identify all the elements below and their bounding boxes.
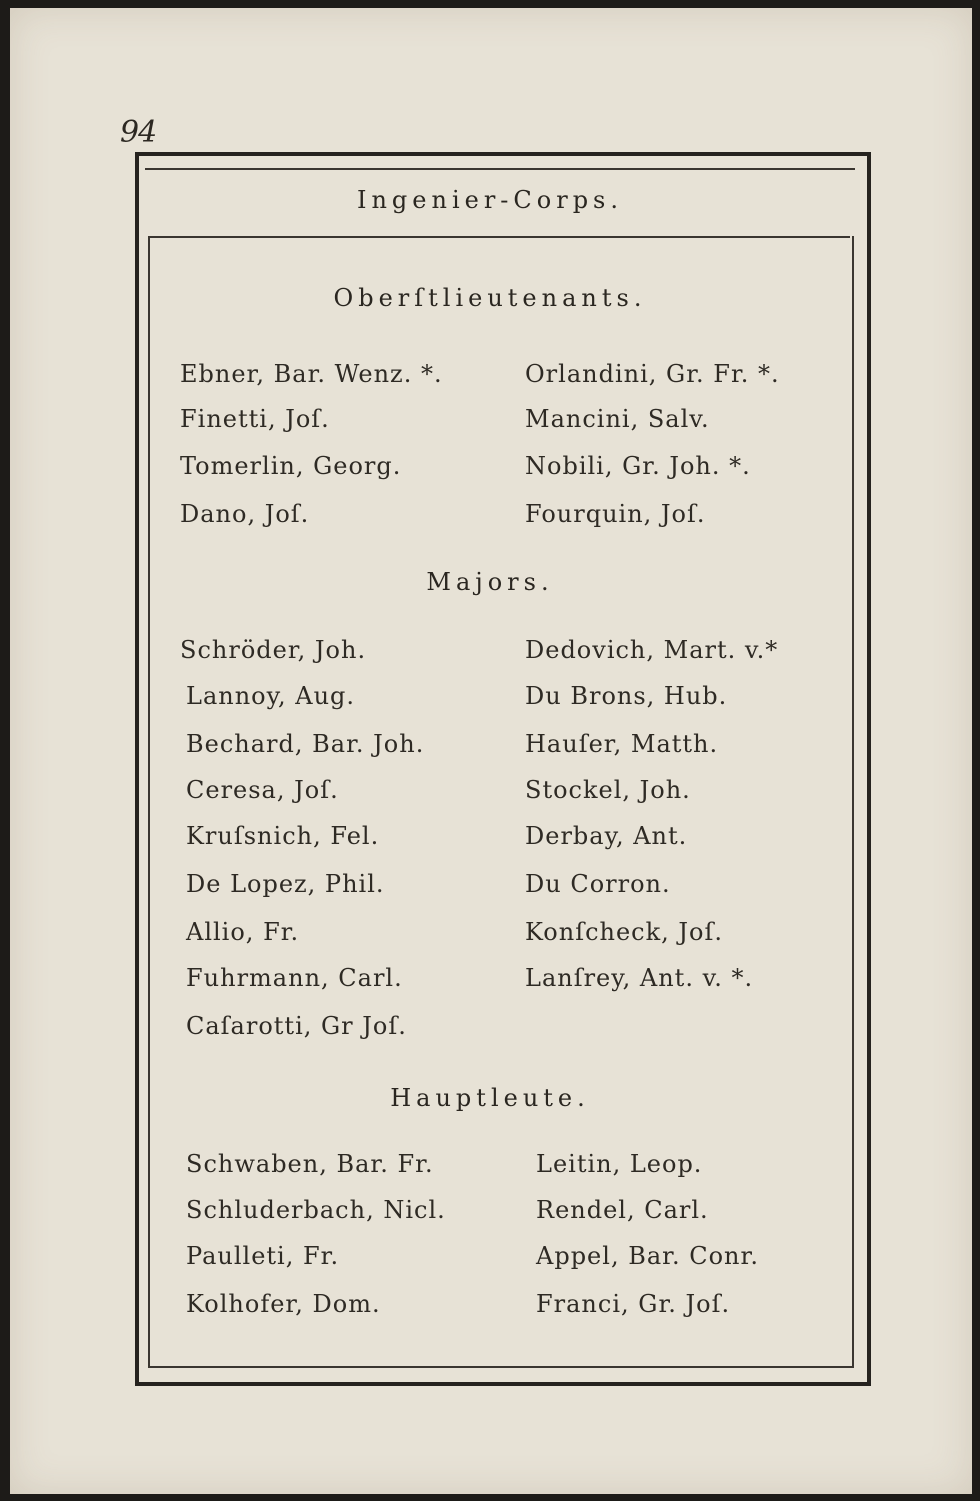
list-item: Schwaben, Bar. Fr.	[186, 1150, 434, 1178]
list-item: Hauſer, Matth.	[525, 730, 719, 758]
list-item: Kruſsnich, Fel.	[186, 822, 380, 850]
list-item: Dano, Joſ.	[180, 500, 310, 528]
frame-top-rule	[145, 168, 855, 170]
list-item: Kolhofer, Dom.	[186, 1290, 381, 1318]
list-item: Franci, Gr. Joſ.	[536, 1290, 731, 1318]
list-item: Ebner, Bar. Wenz. *.	[180, 360, 443, 388]
list-item: Tomerlin, Georg.	[180, 452, 402, 480]
list-item: Lanſrey, Ant. v. *.	[525, 964, 754, 992]
section-heading-hauptleute: Hauptleute.	[390, 1084, 590, 1112]
list-item: Du Corron.	[525, 870, 671, 898]
list-item: Appel, Bar. Conr.	[536, 1242, 759, 1270]
list-item: Caſarotti, Gr Joſ.	[186, 1012, 407, 1040]
list-item: Paulleti, Fr.	[186, 1242, 340, 1270]
list-item: De Lopez, Phil.	[186, 870, 385, 898]
list-item: Mancini, Salv.	[525, 405, 710, 433]
list-item: Leitin, Leop.	[536, 1150, 703, 1178]
list-item: Schröder, Joh.	[180, 636, 367, 664]
list-item: Dedovich, Mart. v.*	[525, 636, 779, 664]
list-item: Stockel, Joh.	[525, 776, 691, 804]
list-item: Fuhrmann, Carl.	[186, 964, 403, 992]
section-heading-majors: Majors.	[426, 568, 554, 596]
list-item: Rendel, Carl.	[536, 1196, 709, 1224]
header-divider-rule	[150, 236, 850, 238]
list-item: Derbay, Ant.	[525, 822, 688, 850]
list-item: Finetti, Joſ.	[180, 405, 330, 433]
list-item: Schluderbach, Nicl.	[186, 1196, 446, 1224]
list-item: Ceresa, Joſ.	[186, 776, 339, 804]
section-heading-oberstlieutenants: Oberſtlieutenants.	[333, 284, 647, 312]
list-item: Allio, Fr.	[186, 918, 300, 946]
corps-title: Ingenier-Corps.	[356, 186, 623, 214]
list-item: Nobili, Gr. Joh. *.	[525, 452, 751, 480]
list-item: Fourquin, Joſ.	[525, 500, 706, 528]
list-item: Du Brons, Hub.	[525, 682, 728, 710]
list-item: Konſcheck, Joſ.	[525, 918, 723, 946]
page-number: 94	[120, 115, 157, 150]
list-item: Bechard, Bar. Joh.	[186, 730, 425, 758]
list-item: Lannoy, Aug.	[186, 682, 356, 710]
list-item: Orlandini, Gr. Fr. *.	[525, 360, 780, 388]
